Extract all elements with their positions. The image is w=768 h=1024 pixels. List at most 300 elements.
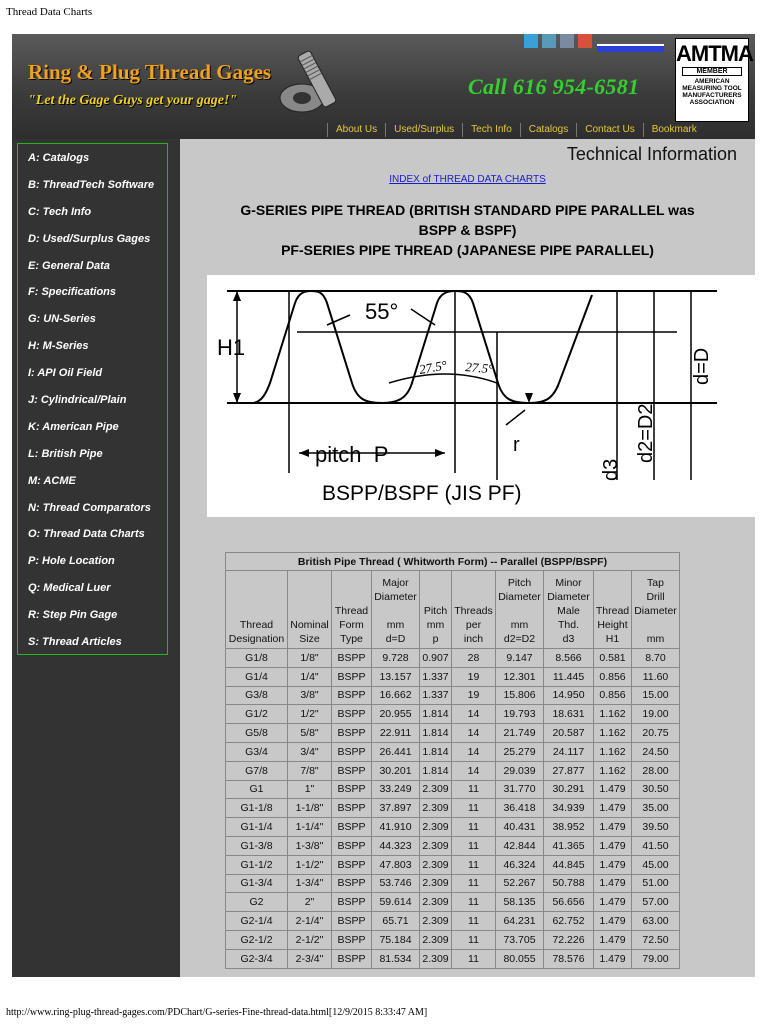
column-header-line: d2=D2: [503, 633, 536, 645]
table-cell: 19.793: [496, 705, 544, 724]
thread-data-table: [225, 552, 680, 969]
page-frame: [12, 34, 755, 977]
table-cell: 41.910: [372, 818, 420, 837]
table-cell: 1.479: [594, 799, 632, 818]
sidebar-item[interactable]: E: General Data: [28, 259, 110, 272]
table-cell: 1-1/4": [288, 818, 332, 837]
diagram-caption: BSPP/BSPF (JIS PF): [322, 482, 522, 505]
print-header: Thread Data Charts: [6, 6, 93, 18]
table-cell: 18.631: [544, 705, 594, 724]
column-header: [420, 571, 452, 649]
table-cell: 46.324: [496, 855, 544, 874]
table-cell: 45.00: [632, 855, 680, 874]
table-cell: BSPP: [332, 724, 372, 743]
table-cell: 39.50: [632, 818, 680, 837]
table-cell: BSPP: [332, 799, 372, 818]
table-cell: 1.479: [594, 893, 632, 912]
column-header-line: Tap: [647, 577, 664, 589]
color-swatch: [560, 34, 574, 48]
table-cell: 1.337: [420, 667, 452, 686]
sidebar: [17, 143, 168, 655]
table-cell: 2.309: [420, 949, 452, 968]
table-cell: 33.249: [372, 780, 420, 799]
column-header-line: Pitch: [423, 605, 448, 617]
sidebar-item[interactable]: P: Hole Location: [28, 555, 115, 568]
table-cell: 1.814: [420, 761, 452, 780]
table-row: [226, 742, 680, 761]
table-cell: 9.147: [496, 649, 544, 668]
phone-number[interactable]: Call 616 954-6581: [468, 74, 640, 99]
table-caption: British Pipe Thread ( Whitworth Form) -- Parallel (BSPP/BSPF): [226, 553, 680, 571]
sidebar-item[interactable]: M: ACME: [28, 474, 76, 487]
column-header-line: Diameter: [634, 605, 677, 617]
table-row: [226, 761, 680, 780]
table-cell: 11: [452, 949, 496, 968]
table-cell: 0.856: [594, 667, 632, 686]
table-row: [226, 780, 680, 799]
table-cell: 8.70: [632, 649, 680, 668]
sidebar-item[interactable]: J: Cylindrical/Plain: [28, 394, 127, 407]
table-cell: 21.749: [496, 724, 544, 743]
table-cell: 1.479: [594, 949, 632, 968]
site-banner: [12, 34, 755, 139]
site-title[interactable]: Ring & Plug Thread Gages: [28, 60, 272, 84]
table-cell: 2-1/4": [288, 912, 332, 931]
table-cell: BSPP: [332, 912, 372, 931]
table-cell: 64.231: [496, 912, 544, 931]
nav-link-used-surplus[interactable]: Used/Surplus: [385, 123, 462, 137]
table-cell: 52.267: [496, 874, 544, 893]
sidebar-item[interactable]: K: American Pipe: [28, 420, 119, 433]
column-header-line: Diameter: [374, 591, 417, 603]
table-cell: 11: [452, 836, 496, 855]
table-cell: 72.50: [632, 930, 680, 949]
column-header-line: Major: [382, 577, 409, 589]
column-header-line: d3: [562, 633, 575, 645]
table-row: [226, 667, 680, 686]
column-header-line: Thd.: [557, 619, 579, 631]
table-cell: BSPP: [332, 649, 372, 668]
column-header-line: mm: [646, 633, 665, 645]
site-slogan: "Let the Gage Guys get your gage!": [28, 93, 238, 108]
thread-gauge-icon: [274, 44, 354, 124]
color-swatch: [578, 34, 592, 48]
sidebar-item[interactable]: G: UN-Series: [28, 313, 96, 326]
sidebar-item[interactable]: O: Thread Data Charts: [28, 528, 145, 541]
table-cell: 47.803: [372, 855, 420, 874]
top-nav: [327, 123, 705, 137]
table-cell: 2.309: [420, 855, 452, 874]
table-cell: 11: [452, 818, 496, 837]
table-cell: 34.939: [544, 799, 594, 818]
column-header-line: Pitch: [507, 577, 532, 589]
table-cell: G1-1/2: [226, 855, 288, 874]
table-row: [226, 912, 680, 931]
nav-link-catalogs[interactable]: Catalogs: [520, 123, 576, 137]
table-cell: 16.662: [372, 686, 420, 705]
table-cell: 1-3/8": [288, 836, 332, 855]
table-cell: BSPP: [332, 761, 372, 780]
half-angle-right-label: 27.5°: [464, 359, 494, 377]
table-cell: 14.950: [544, 686, 594, 705]
table-cell: 13.157: [372, 667, 420, 686]
nav-link-about-us[interactable]: About Us: [327, 123, 385, 137]
column-header-line: [497, 604, 542, 618]
table-cell: 1.479: [594, 780, 632, 799]
table-cell: G7/8: [226, 761, 288, 780]
sidebar-item[interactable]: R: Step Pin Gage: [28, 609, 118, 622]
table-cell: 2.309: [420, 836, 452, 855]
table-cell: G2-1/2: [226, 930, 288, 949]
table-cell: 1.479: [594, 874, 632, 893]
table-cell: 0.907: [420, 649, 452, 668]
table-cell: G3/4: [226, 742, 288, 761]
table-cell: 1.479: [594, 855, 632, 874]
table-cell: 2.309: [420, 874, 452, 893]
table-cell: 11: [452, 893, 496, 912]
table-row: [226, 705, 680, 724]
table-cell: 35.00: [632, 799, 680, 818]
table-cell: BSPP: [332, 836, 372, 855]
table-row: [226, 855, 680, 874]
column-header-line: mm: [510, 619, 529, 631]
headline-line: G-SERIES PIPE THREAD (BRITISH STANDARD PIPE PARALLEL was: [240, 202, 695, 218]
table-cell: 28.00: [632, 761, 680, 780]
column-header-line: mm: [426, 619, 445, 631]
table-cell: BSPP: [332, 780, 372, 799]
column-header: [594, 571, 632, 649]
table-cell: 14: [452, 742, 496, 761]
table-cell: G1/4: [226, 667, 288, 686]
table-cell: 72.226: [544, 930, 594, 949]
print-footer: http://www.ring-plug-thread-gages.com/PDChart/G-series-Fine-thread-data.html[12/9/2015 8:33:47 AM]: [6, 1007, 428, 1018]
table-cell: 78.576: [544, 949, 594, 968]
table-cell: 3/8": [288, 686, 332, 705]
sidebar-item[interactable]: D: Used/Surplus Gages: [28, 232, 151, 245]
table-cell: G1-3/8: [226, 836, 288, 855]
table-cell: 1.162: [594, 724, 632, 743]
accent-bar: [597, 44, 664, 52]
nav-link-bookmark[interactable]: Bookmark: [643, 123, 705, 137]
table-cell: 24.50: [632, 742, 680, 761]
table-cell: 1/2": [288, 705, 332, 724]
column-header-line: d=D: [385, 633, 406, 645]
amtma-member-label: MEMBER: [682, 67, 742, 76]
table-cell: 9.728: [372, 649, 420, 668]
table-row: [226, 874, 680, 893]
table-cell: 20.75: [632, 724, 680, 743]
sidebar-item[interactable]: F: Specifications: [28, 286, 117, 299]
column-header-line: mm: [386, 619, 405, 631]
column-header: [226, 571, 288, 649]
table-cell: 41.50: [632, 836, 680, 855]
table-cell: 44.845: [544, 855, 594, 874]
table-cell: 19: [452, 686, 496, 705]
thread-profile-diagram: [207, 275, 755, 517]
table-cell: 79.00: [632, 949, 680, 968]
index-link[interactable]: INDEX of THREAD DATA CHARTS: [389, 174, 546, 185]
table-cell: 53.746: [372, 874, 420, 893]
table-cell: 11: [452, 855, 496, 874]
table-cell: BSPP: [332, 893, 372, 912]
table-row: [226, 686, 680, 705]
table-cell: 2.309: [420, 930, 452, 949]
table-row: [226, 818, 680, 837]
amtma-member-logo: [675, 38, 753, 122]
table-row: [226, 724, 680, 743]
column-header-line: [633, 618, 678, 632]
column-header: [372, 571, 420, 649]
table-cell: G3/8: [226, 686, 288, 705]
table-cell: 62.752: [544, 912, 594, 931]
column-header-line: Diameter: [498, 591, 541, 603]
table-cell: 1.162: [594, 761, 632, 780]
table-cell: 44.323: [372, 836, 420, 855]
column-header-line: inch: [463, 633, 484, 645]
table-cell: 1": [288, 780, 332, 799]
table-cell: 19: [452, 667, 496, 686]
table-cell: 31.770: [496, 780, 544, 799]
table-cell: 7/8": [288, 761, 332, 780]
column-header-line: p: [432, 633, 439, 645]
table-cell: G2-3/4: [226, 949, 288, 968]
table-cell: G2: [226, 893, 288, 912]
table-cell: 14: [452, 705, 496, 724]
table-cell: BSPP: [332, 686, 372, 705]
amtma-logo: AMTMA: [676, 41, 753, 66]
table-cell: 1.162: [594, 742, 632, 761]
column-header-line: Form: [339, 619, 364, 631]
table-cell: 57.00: [632, 893, 680, 912]
table-cell: 73.705: [496, 930, 544, 949]
sidebar-item[interactable]: H: M-Series: [28, 340, 89, 353]
table-cell: 11: [452, 912, 496, 931]
d-label: d=D: [691, 347, 713, 385]
table-cell: 27.877: [544, 761, 594, 780]
thread-profile: [227, 291, 592, 403]
table-cell: 5/8": [288, 724, 332, 743]
table-cell: 26.441: [372, 742, 420, 761]
table-cell: 1.814: [420, 724, 452, 743]
table-cell: 38.952: [544, 818, 594, 837]
column-header-line: Thread: [595, 605, 630, 617]
table-cell: 2.309: [420, 818, 452, 837]
nav-link-tech-info[interactable]: Tech Info: [462, 123, 520, 137]
table-cell: 0.581: [594, 649, 632, 668]
table-cell: 20.587: [544, 724, 594, 743]
table-cell: 11.445: [544, 667, 594, 686]
table-cell: 14: [452, 761, 496, 780]
table-cell: 80.055: [496, 949, 544, 968]
table-cell: 15.806: [496, 686, 544, 705]
table-cell: 11: [452, 799, 496, 818]
column-header-line: Size: [299, 633, 320, 645]
half-angle-left-label: 27.5°: [417, 357, 449, 377]
sidebar-item[interactable]: C: Tech Info: [28, 205, 92, 218]
table-cell: 58.135: [496, 893, 544, 912]
table-cell: BSPP: [332, 705, 372, 724]
table-cell: 20.955: [372, 705, 420, 724]
table-cell: 22.911: [372, 724, 420, 743]
color-swatches: [524, 34, 596, 48]
column-header-line: H1: [605, 633, 620, 645]
table-cell: 1.162: [594, 705, 632, 724]
d3-label: d3: [600, 458, 622, 481]
column-header-line: per: [465, 619, 482, 631]
column-header-line: Type: [340, 633, 363, 645]
table-cell: 36.418: [496, 799, 544, 818]
column-header: [544, 571, 594, 649]
table-cell: 29.039: [496, 761, 544, 780]
table-cell: G5/8: [226, 724, 288, 743]
column-header-line: Thread: [334, 605, 369, 617]
column-header-line: Thread: [239, 619, 274, 631]
sidebar-item[interactable]: N: Thread Comparators: [28, 501, 151, 514]
table-cell: 50.788: [544, 874, 594, 893]
column-header: [452, 571, 496, 649]
sidebar-item[interactable]: Q: Medical Luer: [28, 582, 111, 595]
table-cell: 2.309: [420, 893, 452, 912]
column-header: [496, 571, 544, 649]
table-cell: 63.00: [632, 912, 680, 931]
pitch-label: pitch P: [315, 442, 389, 467]
table-cell: BSPP: [332, 667, 372, 686]
table-cell: G1: [226, 780, 288, 799]
table-cell: 1.814: [420, 705, 452, 724]
table-cell: BSPP: [332, 949, 372, 968]
table-cell: G1/8: [226, 649, 288, 668]
column-header-line: Designation: [228, 633, 285, 645]
main-content: [180, 139, 755, 977]
table-cell: 42.844: [496, 836, 544, 855]
table-cell: BSPP: [332, 930, 372, 949]
table-cell: 56.656: [544, 893, 594, 912]
table-cell: BSPP: [332, 742, 372, 761]
table-row: [226, 836, 680, 855]
column-header-line: [373, 604, 418, 618]
table-cell: 15.00: [632, 686, 680, 705]
table-cell: 1.479: [594, 818, 632, 837]
table-cell: 30.291: [544, 780, 594, 799]
column-header-line: Male: [557, 605, 580, 617]
table-cell: 11.60: [632, 667, 680, 686]
column-header: [288, 571, 332, 649]
table-cell: 1-1/2": [288, 855, 332, 874]
table-cell: 11: [452, 930, 496, 949]
table-cell: 1.814: [420, 742, 452, 761]
table-cell: 2": [288, 893, 332, 912]
d2-label: d2=D2: [635, 403, 657, 463]
table-cell: 12.301: [496, 667, 544, 686]
table-cell: 1.479: [594, 930, 632, 949]
page-headline: [180, 200, 755, 260]
table-cell: 11: [452, 780, 496, 799]
table-cell: G1-3/4: [226, 874, 288, 893]
column-header-line: Minor: [555, 577, 582, 589]
column-header: [632, 571, 680, 649]
table-cell: 2.309: [420, 912, 452, 931]
color-swatch: [542, 34, 556, 48]
table-cell: BSPP: [332, 874, 372, 893]
sidebar-item[interactable]: I: API Oil Field: [28, 367, 103, 380]
table-cell: 1-1/8": [288, 799, 332, 818]
table-cell: 65.71: [372, 912, 420, 931]
h1-label: H1: [217, 335, 246, 360]
table-cell: 30.201: [372, 761, 420, 780]
table-cell: 2-3/4": [288, 949, 332, 968]
table-cell: 75.184: [372, 930, 420, 949]
table-cell: 81.534: [372, 949, 420, 968]
column-header-line: Threads: [454, 605, 493, 617]
table-cell: 1.479: [594, 912, 632, 931]
nav-link-contact-us[interactable]: Contact Us: [576, 123, 642, 137]
headline-line: BSPP & BSPF): [418, 222, 517, 238]
table-cell: 1.337: [420, 686, 452, 705]
sidebar-item[interactable]: A: Catalogs: [28, 152, 90, 164]
table-cell: 8.566: [544, 649, 594, 668]
table-cell: 1/8": [288, 649, 332, 668]
thread-angle-label: 55°: [365, 299, 399, 324]
column-header-line: Height: [597, 619, 628, 631]
table-row: [226, 799, 680, 818]
table-cell: G1-1/8: [226, 799, 288, 818]
color-swatch: [524, 34, 538, 48]
table-cell: G1-1/4: [226, 818, 288, 837]
table-cell: 3/4": [288, 742, 332, 761]
table-cell: G1/2: [226, 705, 288, 724]
section-title: Technical Information: [566, 144, 737, 164]
sidebar-item[interactable]: L: British Pipe: [28, 447, 103, 460]
table-row: [226, 649, 680, 668]
column-header-line: Drill: [646, 591, 665, 603]
column-header-line: Nominal: [290, 619, 329, 631]
table-cell: 0.856: [594, 686, 632, 705]
table-cell: 2.309: [420, 780, 452, 799]
table-row: [226, 893, 680, 912]
table-cell: 2-1/2": [288, 930, 332, 949]
column-header-line: Diameter: [547, 591, 590, 603]
table-cell: 41.365: [544, 836, 594, 855]
table-cell: 25.279: [496, 742, 544, 761]
table-cell: G2-1/4: [226, 912, 288, 931]
table-cell: 37.897: [372, 799, 420, 818]
table-cell: 28: [452, 649, 496, 668]
thread-data-table-wrapper: [225, 552, 680, 969]
table-cell: 14: [452, 724, 496, 743]
table-cell: 11: [452, 874, 496, 893]
sidebar-item[interactable]: B: ThreadTech Software: [28, 178, 155, 191]
table-row: [226, 930, 680, 949]
table-cell: 1/4": [288, 667, 332, 686]
table-cell: 51.00: [632, 874, 680, 893]
table-cell: BSPP: [332, 818, 372, 837]
table-cell: 19.00: [632, 705, 680, 724]
table-cell: 30.50: [632, 780, 680, 799]
table-cell: 1-3/4": [288, 874, 332, 893]
sidebar-item[interactable]: S: Thread Articles: [28, 636, 122, 649]
radius-label: r: [513, 434, 520, 456]
column-header: [332, 571, 372, 649]
table-cell: 40.431: [496, 818, 544, 837]
table-row: [226, 949, 680, 968]
table-cell: 59.614: [372, 893, 420, 912]
amtma-association-label: AMERICAN MEASURING TOOL MANUFACTURERS ASSOCIATION: [682, 78, 742, 106]
table-cell: BSPP: [332, 855, 372, 874]
table-cell: 1.479: [594, 836, 632, 855]
table-cell: 2.309: [420, 799, 452, 818]
table-cell: 24.117: [544, 742, 594, 761]
headline-line: PF-SERIES PIPE THREAD (JAPANESE PIPE PARALLEL): [281, 242, 654, 258]
